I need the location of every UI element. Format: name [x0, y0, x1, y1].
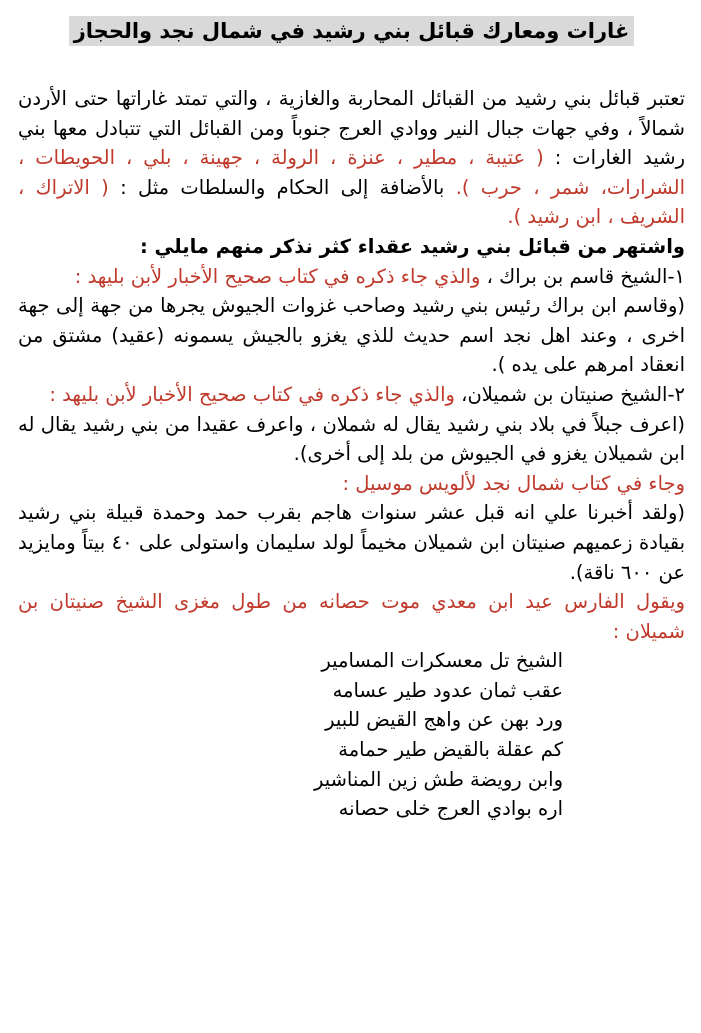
musil-heading: وجاء في كتاب شمال نجد لألويس موسيل : [342, 471, 685, 495]
authorities-intro: بالأضافة إلى الحكام والسلطات مثل : [120, 175, 456, 199]
tribes-list: ( عتيبة ، مطير ، عنزة ، الرولة ، جهينة ، بلي ، الحويطات ، الشرارات، شمر ، حرب ). [18, 146, 686, 199]
leader2-name: ٢-الشيخ صنيتان بن شميلان، [461, 382, 685, 406]
poem-line: كم عقلة بالقيض طير حمامة [338, 738, 563, 762]
leader2-source: والذي جاء ذكره في كتاب صحيح الأخبار لأبن بليهد : [49, 382, 462, 406]
poem-line: اره بوادي العرج خلى حصانه [338, 797, 563, 821]
title-container [18, 16, 685, 46]
leader1-quote: (وقاسم ابن براك رئيس بني رشيد وصاحب غزوات الجيوش يجرها من جهة إلى جهة اخرى ، وعند اهل نجد اسم حديث للذي يغزو بالجيش يسمونه (عقيد) مشتق من انعقاد امرهم على يده ). [18, 294, 685, 377]
poem [18, 646, 563, 824]
leader1-paragraph [18, 262, 685, 292]
musil-quote: (ولقد أخبرنا علي انه قبل عشر سنوات هاجم بقرب حمد وحمدة قبيلة بني رشيد بقيادة زعميهم صنيتان ابن شميلان مخيماً لولد سليمان واستولى على ٤٠ بيتاً ومايزيد عن ٦٠٠ ناقة). [18, 501, 686, 584]
leader1-source: والذي جاء ذكره في كتاب صحيح الأخبار لأبن بليهد : [74, 264, 487, 288]
article-body [18, 84, 685, 646]
famous-leaders-heading: واشتهر من قبائل بني رشيد عقداء كثر نذكر منهم مايلي : [139, 234, 685, 258]
poem-heading: ويقول الفارس عيد ابن معدي موت حصانه من طول مغزى الشيخ صنيتان بن شميلان : [18, 590, 685, 643]
intro-paragraph [18, 84, 685, 232]
authorities-list: ( الاتراك ، الشريف ، ابن رشيد ). [18, 175, 685, 229]
poem-line: وابن رويضة طش زين المناشير [313, 767, 563, 791]
leader2-quote: (اعرف جبلاً في بلاد بني رشيد يقال له شملان ، واعرف عقيدا من بني رشيد يقال له ابن شميلان يغزو في الجيوش من بلد إلى أخرى). [18, 412, 685, 466]
leader2-paragraph [18, 380, 685, 410]
leader1-name: ١-الشيخ قاسم بن براك ، [486, 264, 685, 288]
poem-line: الشيخ تل معسكرات المسامير [321, 649, 563, 673]
poem-line: ورد بهن عن واهج القيض للبير [325, 708, 563, 732]
page-title: غارات ومعارك قبائل بني رشيد في شمال نجد والحجاز [69, 16, 635, 46]
intro-text: تعتبر قبائل بني رشيد من القبائل المحاربة والغازية ، والتي تمتد غاراتها حتى الأردن شمالاً ، وفي جهات جبال النير ووادي العرج جنوباً ومن القبائل التي تتبادل معها بني رشيد الغارات : [18, 87, 685, 170]
poem-line: عقب ثمان عدود طير عسامه [332, 678, 563, 702]
